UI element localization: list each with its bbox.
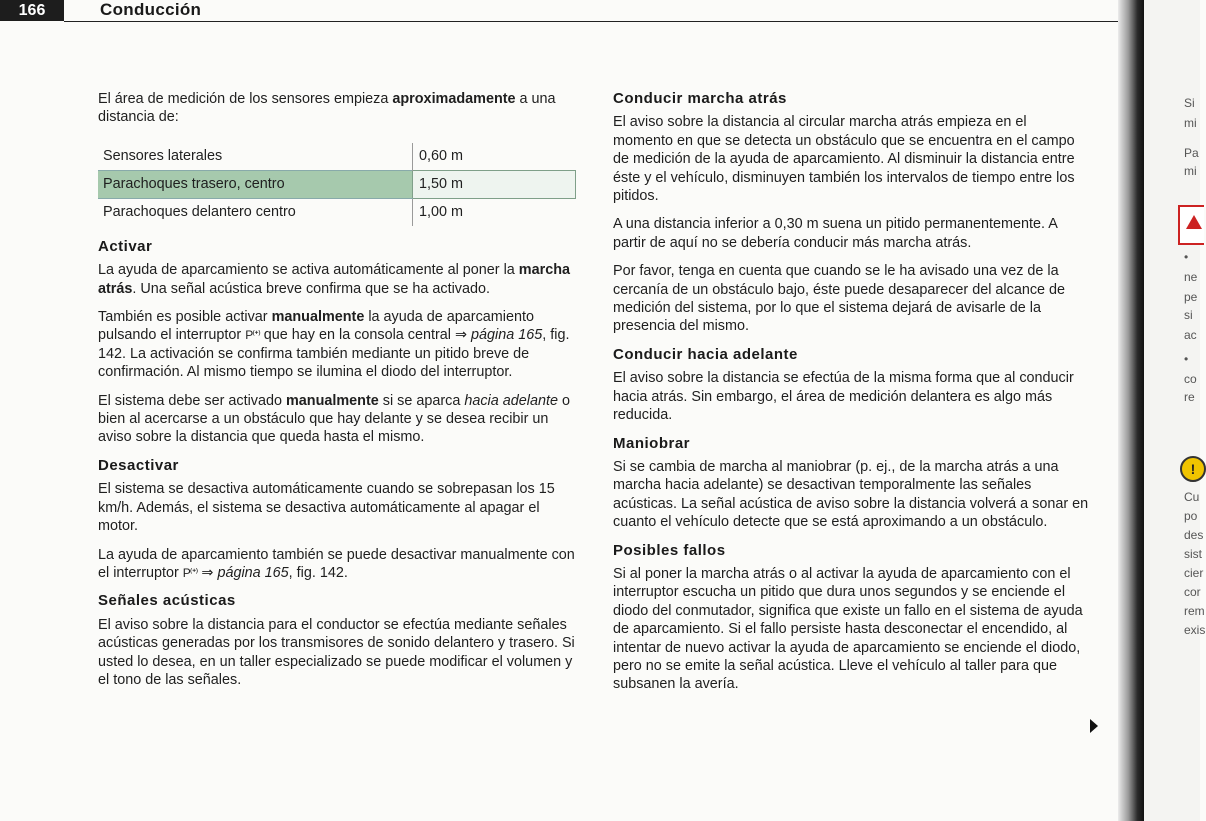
- text: que hay en la consola central ⇒: [259, 327, 472, 344]
- row-label: Sensores laterales: [103, 147, 223, 164]
- adjacent-text-fragment: ne: [1184, 270, 1198, 284]
- intro-paragraph: [98, 90, 576, 127]
- activar-paragraph-3: [98, 392, 576, 447]
- adjacent-text-fragment: exis: [1184, 623, 1206, 637]
- parking-switch-symbol: P⁽ᐩ⁾: [245, 328, 260, 343]
- adjacent-text-fragment: rem: [1184, 604, 1205, 618]
- row-label: Parachoques delantero centro: [103, 203, 296, 220]
- intro-text-end: a una distancia de:: [98, 91, 556, 126]
- text: La ayuda de aparcamiento se activa automáticamente al poner la: [98, 262, 519, 279]
- adjacent-page-edge: [1144, 0, 1206, 821]
- book-spine: [1118, 0, 1144, 821]
- adjacent-text-fragment: cor: [1184, 585, 1201, 599]
- adjacent-text-fragment: sist: [1184, 547, 1202, 561]
- adjacent-text-fragment: re: [1184, 390, 1195, 404]
- adjacent-text-fragment: po: [1184, 509, 1198, 523]
- marcha-atras-paragraph-1: El aviso sobre la distancia al circular marcha atrás empieza en el momento en que se detecta un obstáculo que se encuentra en el campo de medición de la ayuda de aparcamiento. Al disminuir la distancia entre éste y el vehículo, disminuyen también los intervalos de tiempo entre los pitidos.: [613, 114, 1075, 205]
- text: También es posible activar: [98, 309, 272, 326]
- table-row: [98, 198, 576, 226]
- text: La ayuda de aparcamiento también se puede desactivar manualmente con el interruptor: [98, 546, 575, 581]
- adjacent-text-fragment: Pa: [1184, 146, 1199, 160]
- bold-text: marcha atrás: [98, 262, 570, 297]
- page-reference-link[interactable]: página 165: [471, 327, 543, 344]
- marcha-atras-paragraph-2: A una distancia inferior a 0,30 m suena un pitido permanentemente. A partir de aquí no se debería conducir más marcha atrás.: [613, 216, 1058, 251]
- text: El sistema debe ser activado: [98, 392, 286, 409]
- table-row-highlighted: [98, 170, 576, 198]
- parking-switch-symbol: P⁽ᐩ⁾: [182, 565, 198, 580]
- desactivar-paragraph-1: El sistema se desactiva automáticamente cuando se sobrepasan los 15 km/h. Además, el sistema se desactiva automáticamente al apagar el motor.: [98, 481, 555, 535]
- heading-activar: Activar: [98, 237, 153, 255]
- adjacent-text-fragment: mi: [1184, 164, 1197, 178]
- maniobrar-paragraph-1: Si se cambia de marcha al maniobrar (p. ej., de la marcha atrás a una marcha hacia adelante) se desactivan temporalmente las señales acústicas. La señal acústica de aviso sobre la distancia volverá a sonar en cuanto el vehículo detecte que se está aproximando a un obstáculo.: [613, 458, 1089, 531]
- adjacent-text-fragment: Si: [1184, 96, 1195, 110]
- heading-marcha-atras: Conducir marcha atrás: [613, 90, 787, 107]
- intro-bold: aproximadamente: [392, 91, 516, 107]
- caution-icon: !: [1180, 456, 1206, 482]
- adjacent-text-fragment: •: [1184, 250, 1189, 264]
- text: , fig. 142. La activación se confirma también mediante un pitido breve de confirmación. Al mismo tiempo se ilumina el diodo del interruptor.: [98, 327, 570, 381]
- heading-senales: Señales acústicas: [98, 592, 236, 610]
- senales-paragraph-1: El aviso sobre la distancia para el conductor se efectúa mediante señales acústicas generadas por los transmisores de sonido delantero y trasero. Si usted lo desea, en un taller especializado se puede modificar el volumen y el tono de las señales.: [98, 616, 575, 688]
- desactivar-paragraph-2: [98, 546, 576, 583]
- activar-paragraph-2: [98, 308, 576, 382]
- row-label: Parachoques trasero, centro: [98, 170, 413, 198]
- adjacent-text-fragment: cier: [1184, 566, 1204, 580]
- text: , fig. 142.: [288, 564, 348, 581]
- page-reference-link[interactable]: página 165: [217, 564, 289, 581]
- page-number: 166: [0, 0, 64, 21]
- header-rule: [64, 21, 1130, 22]
- adelante-paragraph-1: El aviso sobre la distancia se efectúa de la misma forma que al conducir hacia atrás. Sin embargo, el área de medición delantera es algo más reducida.: [613, 370, 1074, 424]
- activar-paragraph-1: [98, 261, 576, 298]
- heading-fallos: Posibles fallos: [613, 541, 726, 559]
- bold-text: manualmente: [285, 392, 379, 409]
- text: ⇒: [197, 564, 218, 581]
- adjacent-text-fragment: co: [1184, 372, 1197, 386]
- heading-desactivar: Desactivar: [98, 456, 179, 474]
- continue-arrow-icon: [1090, 719, 1098, 733]
- marcha-atras-paragraph-3: Por favor, tenga en cuenta que cuando se le ha avisado una vez de la cercanía de un obstáculo bajo, éste puede desaparecer del alcance de medición del sistema, por lo que el sistema dejará de avisarle de la presencia del mismo.: [613, 263, 1066, 335]
- adjacent-text-fragment: pe: [1184, 290, 1198, 304]
- distance-table: [98, 143, 576, 226]
- right-column: [613, 90, 1089, 704]
- chapter-title: Conducción: [100, 0, 202, 19]
- heading-adelante: Conducir hacia adelante: [613, 345, 798, 363]
- table-row: [98, 143, 576, 171]
- text: . Una señal acústica breve confirma que se ha activado.: [132, 280, 490, 297]
- adjacent-text-fragment: des: [1184, 528, 1204, 542]
- row-value: 1,00 m: [413, 198, 576, 226]
- adjacent-text-fragment: ac: [1184, 328, 1197, 342]
- warning-triangle-icon: [1186, 215, 1202, 229]
- heading-maniobrar: Maniobrar: [613, 434, 691, 452]
- adjacent-text-fragment: •: [1184, 352, 1189, 366]
- intro-text: El área de medición de los sensores empieza: [98, 91, 393, 107]
- adjacent-text-fragment: Cu: [1184, 490, 1200, 504]
- fallos-paragraph-1: Si al poner la marcha atrás o al activar la ayuda de aparcamiento con el interruptor escucha un pitido que dura unos segundos y se enciende el diodo del conmutador, significa que existe un fallo en el sistema de ayuda de aparcamiento. Si el fallo persiste hasta desconectar el encendido, al intentar de nuevo activar la ayuda de aparcamiento se enciende el diodo, pero no se emite la señal acústica. Lleve el vehículo al taller para que subsanen la avería.: [613, 565, 1083, 693]
- adjacent-text-fragment: mi: [1184, 116, 1197, 130]
- warning-icon: [1178, 205, 1204, 245]
- text: o bien al acercarse a un obstáculo que hay delante y se desea recibir un aviso sobre la distancia que queda hasta el mismo.: [98, 392, 570, 446]
- italic-text: hacia adelante: [464, 392, 558, 409]
- text: si se aparca: [378, 392, 465, 409]
- bold-text: manualmente: [271, 309, 365, 326]
- row-value: 1,50 m: [413, 170, 576, 198]
- left-column: [98, 90, 576, 699]
- text: la ayuda de aparcamiento pulsando el interruptor: [98, 309, 534, 344]
- row-value: 0,60 m: [413, 143, 576, 171]
- adjacent-text-fragment: si: [1184, 308, 1193, 322]
